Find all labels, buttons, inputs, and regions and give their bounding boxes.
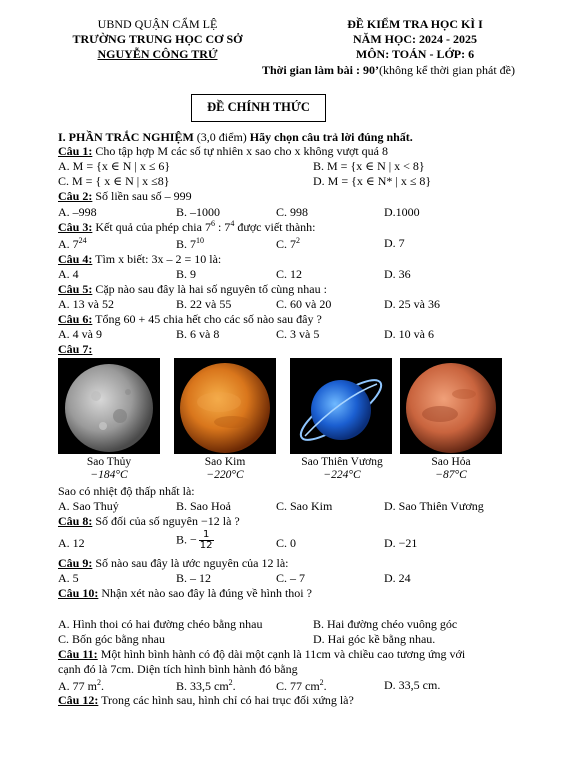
q11-a-end: . <box>101 679 104 693</box>
q10-option-b[interactable]: B. Hai đường chéo vuông góc <box>313 617 458 631</box>
header-right-line1: ĐỀ KIỂM TRA HỌC KÌ I <box>347 17 483 31</box>
header-left-line3: NGUYỄN CÔNG TRỨ <box>97 47 218 61</box>
q8-text: Số đối của số nguyên −12 là ? <box>95 514 240 528</box>
q11-c-end: . <box>323 679 327 693</box>
q2-option-d[interactable]: D.1000 <box>384 205 420 219</box>
q2-option-a[interactable]: A. –998 <box>58 205 97 219</box>
q6-option-b[interactable]: B. 6 và 8 <box>176 327 220 341</box>
q8-b-fraction <box>199 530 214 551</box>
q3-c-exp: 2 <box>296 236 301 245</box>
q2-label: Câu 2: <box>58 189 93 203</box>
planet-temp: −184°C <box>90 468 128 481</box>
time-value: 90’ <box>363 63 379 77</box>
header-time <box>262 64 515 77</box>
q11-text1: Một hình bình hành có độ dài một cạnh là 11cm và chiều cao tương ứng với <box>100 647 466 661</box>
q3-option-d[interactable]: D. 7 <box>384 236 405 250</box>
q2-option-b[interactable]: B. –1000 <box>176 205 221 219</box>
q10-option-d[interactable]: D. Hai góc kề bằng nhau. <box>313 632 436 646</box>
planet-caption-2 <box>170 456 280 481</box>
q2-stem <box>58 190 192 203</box>
q8-label: Câu 8: <box>58 514 93 528</box>
q10-stem <box>58 587 312 600</box>
q4-option-c[interactable]: C. 12 <box>276 267 303 281</box>
q11-option-d[interactable]: D. 33,5 cm. <box>384 678 441 692</box>
q3-option-c[interactable] <box>276 237 300 251</box>
q8-option-a[interactable]: A. 12 <box>58 536 85 550</box>
section1-title: I. PHẦN TRẮC NGHIỆM <box>58 130 194 144</box>
q12-label: Câu 12: <box>58 693 99 707</box>
q3-c-text: C. 7 <box>276 237 297 251</box>
q5-option-c[interactable]: C. 60 và 20 <box>276 297 332 311</box>
q12-text: Trong các hình sau, hình chỉ có hai trục đối xứng là? <box>101 693 354 707</box>
q7-option-b[interactable]: B. Sao Hoả <box>176 499 231 513</box>
q11-c-exp: 2 <box>319 678 324 687</box>
planet-name: Sao Thiên Vương <box>301 456 383 468</box>
q9-text: Số nào sau đây là ước nguyên của 12 là: <box>95 556 289 570</box>
q5-option-d[interactable]: D. 25 và 36 <box>384 297 440 311</box>
q4-option-b[interactable]: B. 9 <box>176 267 197 281</box>
q8-option-d[interactable]: D. −21 <box>384 536 418 550</box>
q10-option-a[interactable]: A. Hình thoi có hai đường chéo bằng nhau <box>58 617 263 631</box>
official-label: ĐỀ CHÍNH THỨC <box>191 94 326 122</box>
q3-a-exp: 24 <box>78 236 87 245</box>
q11-label: Câu 11: <box>58 647 98 661</box>
q3-text-mid: : 7 <box>214 220 231 234</box>
header-right-line3: MÔN: TOÁN - LỚP: 6 <box>355 47 475 61</box>
q3-b-text: B. 7 <box>176 237 197 251</box>
mars-image <box>400 358 502 454</box>
q6-stem <box>58 313 322 326</box>
q1-option-d[interactable]: D. M = {x ∈ N* | x ≤ 8} <box>313 174 432 188</box>
q10-text: Nhận xét nào sao đây là đúng về hình thoi ? <box>101 586 312 600</box>
q10-option-c[interactable]: C. Bốn góc bằng nhau <box>58 632 165 646</box>
q8-option-c[interactable]: C. 0 <box>276 536 297 550</box>
q5-option-a[interactable]: A. 13 và 52 <box>58 297 114 311</box>
planet-name: Sao Hỏa <box>431 456 471 468</box>
q6-option-c[interactable]: C. 3 và 5 <box>276 327 320 341</box>
q2-option-c[interactable]: C. 998 <box>276 205 309 219</box>
q7-option-a[interactable]: A. Sao Thuỷ <box>58 499 119 513</box>
q7-option-d[interactable]: D. Sao Thiên Vương <box>384 499 484 513</box>
q9-option-c[interactable]: C. – 7 <box>276 571 306 585</box>
q4-stem <box>58 253 221 266</box>
q3-option-a[interactable] <box>58 237 87 251</box>
q3-label: Câu 3: <box>58 220 93 234</box>
q11-b-text: B. 33,5 cm <box>176 679 229 693</box>
q4-option-d[interactable]: D. 36 <box>384 267 411 281</box>
q8-option-b[interactable] <box>176 530 214 551</box>
q3-exp1: 6 <box>210 219 215 228</box>
q6-text: Tổng 60 + 45 chia hết cho các số nào sau đây ? <box>95 312 322 326</box>
q5-option-b[interactable]: B. 22 và 55 <box>176 297 232 311</box>
venus-image <box>174 358 276 454</box>
mercury-image <box>58 358 160 454</box>
q11-option-b[interactable] <box>176 679 236 693</box>
q11-b-exp: 2 <box>228 678 233 687</box>
q4-option-a[interactable]: A. 4 <box>58 267 79 281</box>
q1-text: Cho tập hợp M các số tự nhiên x sao cho x không vượt quá 8 <box>95 144 389 158</box>
q6-option-d[interactable]: D. 10 và 6 <box>384 327 434 341</box>
section1-points: (3,0 điểm) <box>196 130 247 144</box>
section1-instruction: Hãy chọn câu trả lời đúng nhất. <box>249 130 413 144</box>
q3-text-pre: Kết quả của phép chia 7 <box>95 220 211 234</box>
uranus-image <box>290 358 392 454</box>
q10-label: Câu 10: <box>58 586 99 600</box>
q8-stem <box>58 515 240 528</box>
q4-text: Tìm x biết: 3x – 2 = 10 là: <box>95 252 222 266</box>
planet-name: Sao Thủy <box>86 456 132 468</box>
q3-a-text: A. 7 <box>58 237 79 251</box>
q3-exp2: 4 <box>230 219 235 228</box>
section1-heading <box>58 131 413 144</box>
q9-option-b[interactable]: B. – 12 <box>176 571 212 585</box>
q9-option-a[interactable]: A. 5 <box>58 571 79 585</box>
q8-b-den: 12 <box>199 540 213 551</box>
q3-text-post: được viết thành: <box>234 220 316 234</box>
header-left-line2: TRƯỜNG TRUNG HỌC CƠ SỞ <box>72 32 243 46</box>
planet-temp: −220°C <box>206 468 244 481</box>
q7-label: Câu 7: <box>58 342 93 356</box>
q12-stem <box>58 694 354 707</box>
q8-b-num: 1 <box>199 530 214 541</box>
q6-option-a[interactable]: A. 4 và 9 <box>58 327 102 341</box>
planet-name: Sao Kim <box>204 456 246 468</box>
q5-label: Câu 5: <box>58 282 93 296</box>
q1-option-b[interactable]: B. M = {x ∈ N | x < 8} <box>313 159 425 173</box>
q11-option-c[interactable] <box>276 679 327 693</box>
q11-option-a[interactable] <box>58 679 104 693</box>
planet-temp: −224°C <box>323 468 361 481</box>
q7-stem <box>58 343 92 356</box>
planet-temp: −87°C <box>435 468 467 481</box>
q7-option-c[interactable]: C. Sao Kim <box>276 499 333 513</box>
q3-stem <box>58 220 315 234</box>
header-left-line1: UBND QUẬN CẨM LỆ <box>97 17 218 31</box>
q7-text: Sao có nhiệt độ thấp nhất là: <box>58 484 195 498</box>
q11-a-text: A. 77 m <box>58 679 97 693</box>
q9-label: Câu 9: <box>58 556 93 570</box>
q11-a-exp: 2 <box>97 678 101 687</box>
planet-caption-3 <box>284 456 400 481</box>
q9-option-d[interactable]: D. 24 <box>384 571 411 585</box>
q11-c-text: C. 77 cm <box>276 679 320 693</box>
q11-text2: cạnh đó là 7cm. Diện tích hình bình hành đó bằng <box>58 662 298 676</box>
q1-label: Câu 1: <box>58 144 93 158</box>
q8-b-text: B. − <box>176 532 197 547</box>
q11-stem <box>58 648 465 661</box>
q11-b-end: . <box>232 679 236 693</box>
planet-caption-4 <box>396 456 506 481</box>
q9-stem <box>58 557 288 570</box>
time-note: (không kể thời gian phát đề) <box>379 63 515 77</box>
q5-stem <box>58 283 327 296</box>
header-right-line2: NĂM HỌC: 2024 - 2025 <box>353 32 477 46</box>
time-label: Thời gian làm bài : <box>262 63 360 77</box>
q3-b-exp: 10 <box>196 236 205 245</box>
q1-option-a[interactable]: A. M = {x ∈ N | x ≤ 6} <box>58 159 171 173</box>
q3-option-b[interactable] <box>176 237 204 251</box>
q1-stem <box>58 145 388 158</box>
q2-text: Số liền sau số – 999 <box>95 189 192 203</box>
q4-label: Câu 4: <box>58 252 93 266</box>
q5-text: Cặp nào sau đây là hai số nguyên tố cùng nhau : <box>95 282 327 296</box>
planet-caption-1 <box>54 456 164 481</box>
q1-option-c[interactable]: C. M = { x ∈ N | x ≤8} <box>58 174 170 188</box>
q6-label: Câu 6: <box>58 312 93 326</box>
